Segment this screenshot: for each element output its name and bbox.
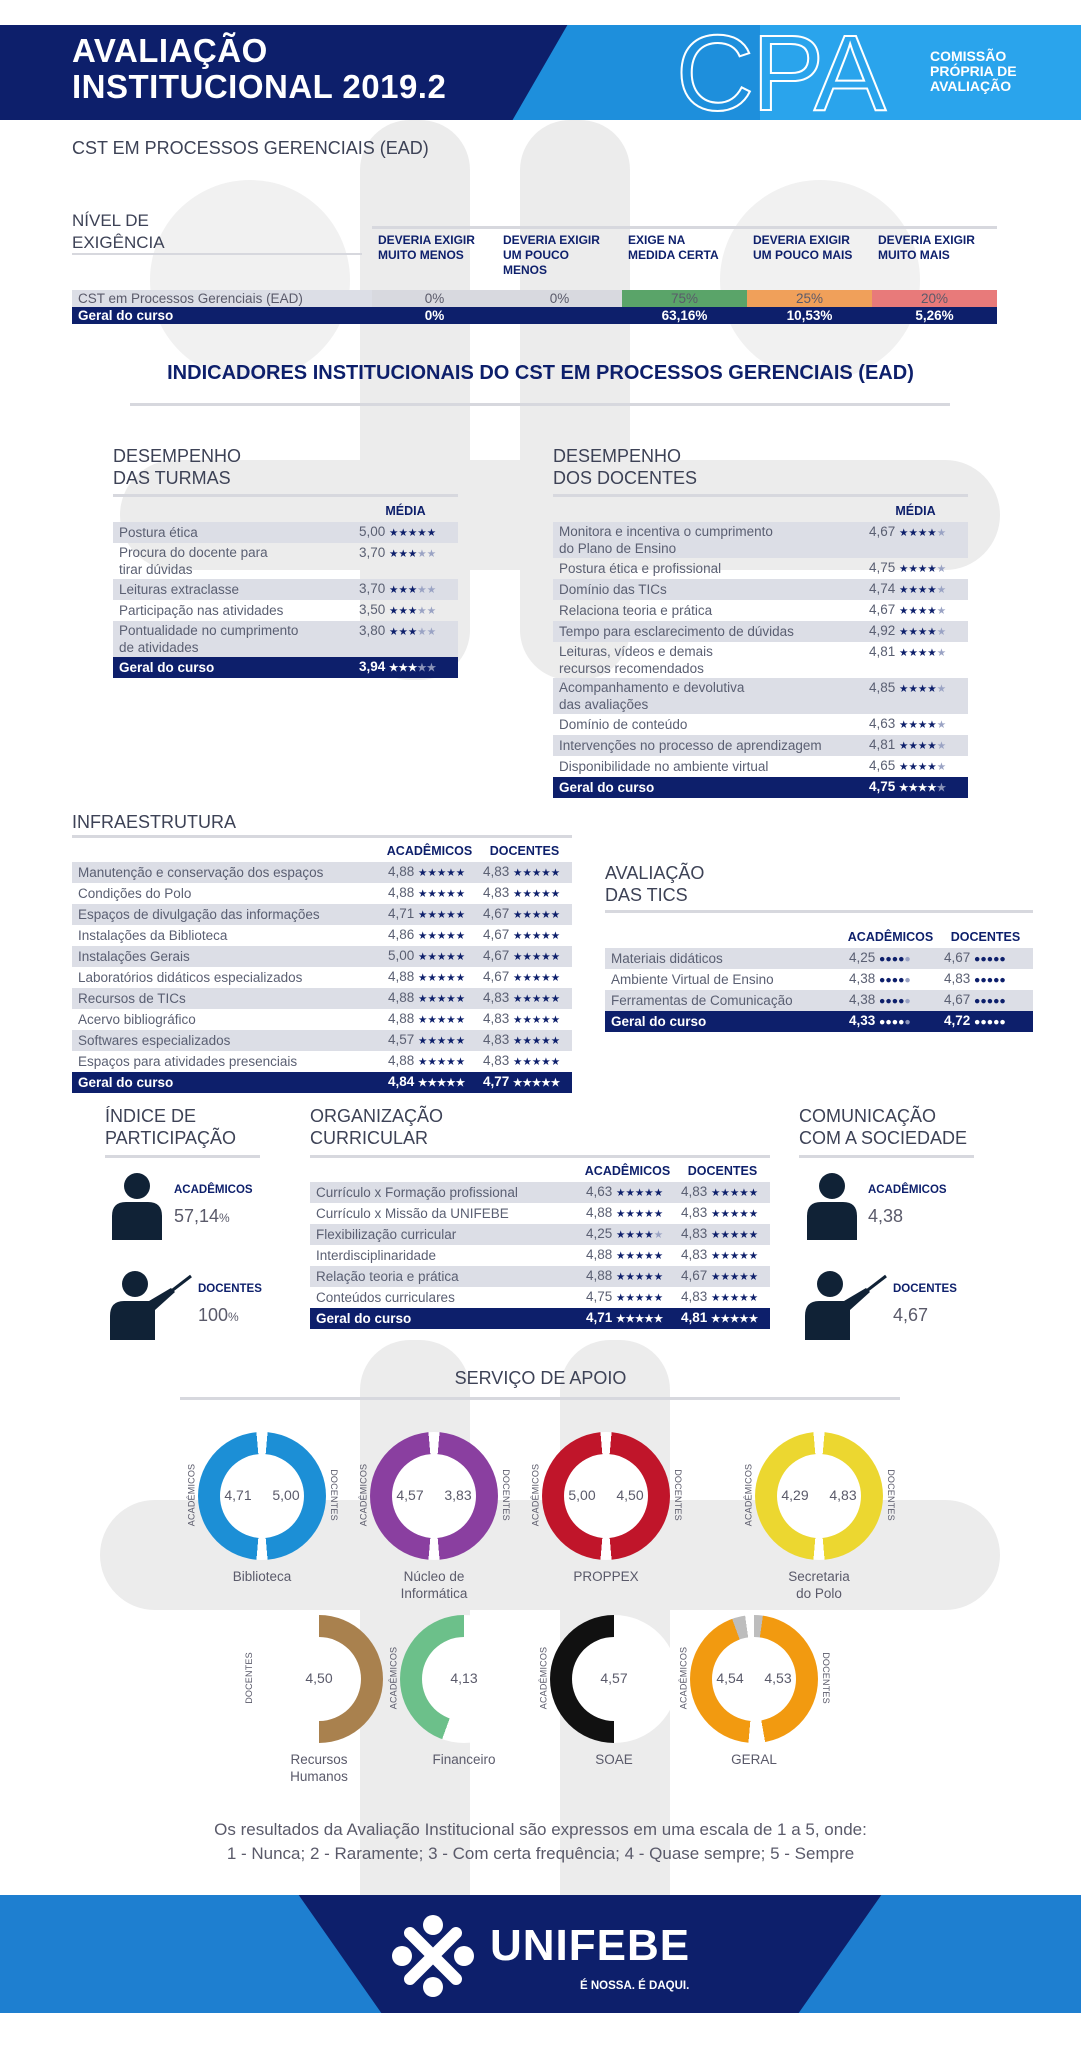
rating-icon: ★★★★★	[418, 1056, 466, 1068]
rating-stars-icon: ★★★★★	[389, 626, 437, 638]
donut-acad-tag: ACADÊMICOS	[358, 1463, 369, 1527]
rating-stars-icon: ★★★★★	[389, 584, 437, 596]
donut-doc-value: 5,00	[272, 1487, 300, 1503]
divider	[105, 1155, 260, 1158]
comunicacao-doc-value: 4,67	[893, 1305, 929, 1325]
teacher-icon	[800, 1270, 890, 1340]
donut-label: SOAE	[595, 1752, 633, 1767]
rating-icon: ●●●●●	[879, 995, 911, 1007]
table-row: Intervenções no processo de aprendizagem 4,81 ★★★★★	[553, 735, 968, 756]
rating-icon: ●●●●●	[879, 1016, 911, 1028]
rating-stars-icon: ★★★★★	[899, 605, 947, 617]
table-row: Espaços de divulgação das informações 4,71 ★★★★★ 4,67 ★★★★★	[72, 904, 572, 925]
rating-icon: ★★★★★	[513, 888, 561, 900]
comunicacao-acad-value: 4,38	[868, 1206, 904, 1226]
cpa-logo: CPA	[676, 25, 885, 120]
rating-icon: ●●●●●	[974, 995, 1006, 1007]
donut-label: Secretaria do Polo	[788, 1569, 850, 1601]
student-icon	[108, 1172, 166, 1240]
rating-icon: ★★★★★	[418, 867, 466, 879]
rating-icon: ★★★★★	[418, 930, 466, 942]
donut-acad-tag: ACADÊMICOS	[678, 1646, 689, 1710]
divider	[605, 910, 1033, 913]
rating-stars-icon: ★★★★★	[899, 527, 947, 539]
rating-icon: ★★★★★	[711, 1271, 759, 1283]
rating-icon: ★★★★★	[513, 1056, 561, 1068]
col-header: MÉDIA	[895, 504, 936, 518]
rating-stars-icon: ★★★★★	[389, 605, 437, 617]
col-header: DOCENTES	[687, 1164, 758, 1178]
cpa-subtitle: COMISSÃO PRÓPRIA DE AVALIAÇÃO	[930, 48, 1017, 94]
divider	[799, 1155, 974, 1158]
table-row: Relação teoria e prática 4,88 ★★★★★ 4,67 ★★★★★	[310, 1266, 770, 1287]
rating-icon: ★★★★★	[616, 1313, 664, 1325]
docentes-table	[553, 500, 968, 798]
comunicacao-title: COMUNICAÇÃO COM A SOCIEDADE	[799, 1106, 968, 1148]
indicadores-title: INDICADORES INSTITUCIONAIS DO CST EM PROCESSOS GERENCIAIS (EAD)	[167, 362, 914, 384]
participacao-acad-label: ACADÊMICOS	[174, 1184, 253, 1196]
footer-banner	[0, 1895, 1081, 2013]
rating-stars-icon: ★★★★★	[389, 548, 437, 560]
col-header: MÉDIA	[385, 504, 426, 518]
total-row: Geral do curso 3,94 ★★★★★	[113, 657, 458, 678]
rating-stars-icon: ★★★★★	[899, 683, 947, 695]
rating-icon: ●●●●●	[879, 953, 911, 965]
donut-label: GERAL	[731, 1752, 777, 1767]
total-row: Geral do curso 4,75 ★★★★★	[553, 777, 968, 798]
table-row: Participação nas atividades 3,50 ★★★★★	[119, 602, 437, 618]
rating-icon: ★★★★★	[616, 1271, 664, 1283]
rating-stars-icon: ★★★★★	[899, 761, 947, 773]
donut-doc-value: 4,53	[764, 1670, 792, 1686]
infra-title: INFRAESTRUTURA	[72, 812, 237, 832]
donut-acad-value: 4,71	[224, 1487, 252, 1503]
donut-acad-tag: ACADÊMICOS	[530, 1463, 541, 1527]
donut-acad-value: 4,57	[600, 1670, 628, 1686]
divider	[553, 494, 968, 497]
participacao-doc-value: 100%	[198, 1305, 239, 1325]
rating-icon: ★★★★★	[418, 972, 466, 984]
rating-stars-icon: ★★★★★	[899, 647, 947, 659]
nivel-title: NÍVEL DE EXIGÊNCIA	[72, 211, 165, 252]
donut-acad-value: 4,13	[450, 1670, 478, 1686]
table-row: Postura ética e profissional 4,75 ★★★★★	[559, 560, 947, 576]
rating-stars-icon: ★★★★★	[899, 584, 947, 596]
organizacao-table	[310, 1160, 770, 1329]
rating-icon: ★★★★★	[513, 972, 561, 984]
donut-label: PROPPEX	[573, 1569, 639, 1584]
nivel-cell: 20%	[872, 290, 997, 307]
table-row: Instalações Gerais 5,00 ★★★★★ 4,67 ★★★★★	[72, 946, 572, 967]
table-row: Softwares especializados 4,57 ★★★★★ 4,83 ★★★★★	[72, 1030, 572, 1051]
participacao-acad-value: 57,14%	[174, 1206, 230, 1226]
table-row: Ambiente Virtual de Ensino 4,38 ●●●●● 4,83 ●●●●●	[611, 971, 1006, 987]
table-row: Recursos de TICs 4,88 ★★★★★ 4,83 ★★★★★	[72, 988, 572, 1009]
rating-icon: ★★★★★	[513, 867, 561, 879]
col-header: ACADÊMICOS	[584, 1164, 671, 1178]
rating-icon: ★★★★★	[711, 1229, 759, 1241]
footer-stripe	[0, 1895, 381, 2013]
table-row: Manutenção e conservação dos espaços 4,88 ★★★★★ 4,83 ★★★★★	[72, 862, 572, 883]
student-icon	[803, 1172, 861, 1240]
title-line: INSTITUCIONAL 2019.2	[72, 68, 447, 105]
col-header: ACADÊMICOS	[847, 930, 934, 944]
divider	[113, 494, 458, 497]
participacao-doc-label: DOCENTES	[198, 1283, 262, 1295]
table-row: Acompanhamento e devolutiva das avaliações 4,85 ★★★★★	[553, 678, 968, 714]
participacao-title: ÍNDICE DE PARTICIPAÇÃO	[105, 1106, 237, 1148]
nivel-total-cell: 10,53%	[747, 307, 872, 324]
table-row: Ferramentas de Comunicação 4,38 ●●●●● 4,67 ●●●●●	[605, 990, 1033, 1011]
rating-icon: ★★★★★	[616, 1187, 664, 1199]
nivel-cell: 75%	[622, 290, 747, 307]
total-row: Geral do curso 4,71 ★★★★★ 4,81 ★★★★★	[310, 1308, 770, 1329]
rating-icon: ★★★★★	[513, 909, 561, 921]
rating-icon: ★★★★★	[418, 1014, 466, 1026]
table-row: Laboratórios didáticos especializados 4,88 ★★★★★ 4,67 ★★★★★	[78, 969, 561, 985]
col-header: DOCENTES	[489, 844, 560, 858]
rating-stars-icon: ★★★★★	[899, 782, 947, 794]
rating-icon: ★★★★★	[418, 888, 466, 900]
donut-label: Recursos Humanos	[290, 1752, 348, 1784]
divider	[72, 835, 572, 838]
rating-icon: ★★★★★	[711, 1313, 759, 1325]
table-row: Relaciona teoria e prática 4,67 ★★★★★	[559, 602, 947, 618]
table-row: Interdisciplinaridade 4,88 ★★★★★ 4,83 ★★★★★	[316, 1247, 759, 1263]
donut-acad-tag: ACADÊMICOS	[743, 1463, 754, 1527]
rating-icon: ★★★★★	[616, 1208, 664, 1220]
comunicacao-doc-label: DOCENTES	[893, 1283, 957, 1295]
donut-doc-value: 3,83	[444, 1487, 472, 1503]
rating-stars-icon: ★★★★★	[899, 740, 947, 752]
donut-doc-tag: DOCENTES	[820, 1652, 831, 1704]
donut-doc-value: 4,83	[829, 1487, 857, 1503]
footnote: Os resultados da Avaliação Institucional são expressos em uma escala de 1 a 5, onde: 1 - Nunca; 2 - Raramente; 3 - Com certa frequência; 4 - Quase sempre; 5 - Sempre	[214, 1820, 867, 1863]
rating-icon: ★★★★★	[616, 1250, 664, 1262]
nivel-total-cell	[497, 307, 622, 324]
nivel-row-label: CST em Processos Gerenciais (EAD)	[72, 290, 372, 307]
table-row: Monitora e incentiva o cumprimento do Plano de Ensino 4,67 ★★★★★	[553, 522, 968, 558]
table-row: Domínio de conteúdo 4,63 ★★★★★	[559, 716, 947, 732]
donut-label: Biblioteca	[232, 1569, 292, 1584]
rating-icon: ★★★★★	[418, 1035, 466, 1047]
divider	[180, 1397, 900, 1400]
nivel-total-cell: 0%	[372, 307, 497, 324]
table-row: Condições do Polo 4,88 ★★★★★ 4,83 ★★★★★	[78, 885, 561, 901]
nivel-col-header: EXIGE NA MEDIDA CERTA	[622, 228, 747, 290]
col-header: ACADÊMICOS	[386, 844, 473, 858]
rating-icon: ●●●●●	[974, 1016, 1006, 1028]
nivel-col-header: DEVERIA EXIGIR UM POUCO MENOS	[497, 228, 622, 290]
footer-stripe	[799, 1895, 1081, 2013]
rating-stars-icon: ★★★★★	[899, 719, 947, 731]
donut-acad-value: 5,00	[568, 1487, 596, 1503]
tics-table	[605, 926, 1033, 1032]
donut-doc-tag: DOCENTES	[328, 1469, 339, 1521]
rating-icon: ★★★★★	[513, 951, 561, 963]
table-row: Tempo para esclarecimento de dúvidas 4,92 ★★★★★	[553, 621, 968, 642]
table-row: Materiais didáticos 4,25 ●●●●● 4,67 ●●●●●	[605, 948, 1033, 969]
table-row: Currículo x Formação profissional 4,63 ★★★★★ 4,83 ★★★★★	[310, 1182, 770, 1203]
donut-doc-tag: DOCENTES	[885, 1469, 896, 1521]
table-row: Acervo bibliográfico 4,88 ★★★★★ 4,83 ★★★★★	[78, 1011, 561, 1027]
nivel-col-header: DEVERIA EXIGIR MUITO MENOS	[372, 228, 497, 290]
rating-icon: ★★★★★	[418, 1077, 466, 1089]
nivel-total-cell: 5,26%	[872, 307, 997, 324]
table-row: Postura ética 5,00 ★★★★★	[113, 522, 458, 543]
donut-doc-tag: DOCENTES	[672, 1469, 683, 1521]
rating-stars-icon: ★★★★★	[389, 662, 437, 674]
divider	[130, 403, 950, 406]
rating-icon: ★★★★★	[616, 1229, 664, 1241]
nivel-total-label: Geral do curso	[72, 307, 372, 324]
rating-stars-icon: ★★★★★	[389, 527, 437, 539]
rating-icon: ★★★★★	[513, 993, 561, 1005]
donut-doc-value: 4,50	[616, 1487, 644, 1503]
rating-stars-icon: ★★★★★	[899, 626, 947, 638]
donut-acad-tag: ACADÊMICOS	[538, 1646, 549, 1710]
rating-icon: ★★★★★	[711, 1187, 759, 1199]
tics-title: AVALIAÇÃO DAS TICS	[605, 863, 705, 905]
rating-icon: ★★★★★	[711, 1292, 759, 1304]
infra-table	[72, 840, 572, 1093]
nivel-cell: 0%	[372, 290, 497, 307]
divider	[310, 1155, 770, 1158]
footer-brand: UNIFEBE	[490, 1921, 691, 1970]
table-row: Domínio das TICs 4,74 ★★★★★	[553, 579, 968, 600]
rating-icon: ●●●●●	[879, 974, 911, 986]
table-row: Espaços para atividades presenciais 4,88 ★★★★★ 4,83 ★★★★★	[78, 1053, 561, 1069]
table-row: Leituras extraclasse 3,70 ★★★★★	[113, 579, 458, 600]
nivel-total-cell: 63,16%	[622, 307, 747, 324]
donut-acad-tag: ACADÊMICOS	[388, 1646, 399, 1710]
donut-doc-tag: DOCENTES	[500, 1469, 511, 1521]
rating-icon: ★★★★★	[616, 1292, 664, 1304]
total-row: Geral do curso 4,33 ●●●●● 4,72 ●●●●●	[605, 1011, 1033, 1032]
table-row: Conteúdos curriculares 4,75 ★★★★★ 4,83 ★★★★★	[316, 1289, 759, 1305]
rating-icon: ●●●●●	[974, 974, 1006, 986]
header-banner	[0, 25, 1081, 120]
nivel-col-header: DEVERIA EXIGIR MUITO MAIS	[872, 228, 997, 290]
nivel-col-header: DEVERIA EXIGIR UM POUCO MAIS	[747, 228, 872, 290]
rating-icon: ★★★★★	[513, 1035, 561, 1047]
turmas-title: DESEMPENHO DAS TURMAS	[113, 446, 242, 488]
docentes-title: DESEMPENHO DOS DOCENTES	[553, 446, 698, 488]
table-row: Flexibilização curricular 4,25 ★★★★★ 4,83 ★★★★★	[310, 1224, 770, 1245]
turmas-table	[113, 500, 458, 678]
unifebe-logo-icon	[390, 1913, 476, 1999]
donut-acad-tag: ACADÊMICOS	[186, 1463, 197, 1527]
donut-doc-value: 4,50	[305, 1670, 333, 1686]
table-row: Pontualidade no cumprimento de atividades 3,80 ★★★★★	[113, 621, 458, 657]
comunicacao-acad-label: ACADÊMICOS	[868, 1184, 947, 1196]
nivel-table	[72, 226, 997, 324]
table-row: Instalações da Biblioteca 4,86 ★★★★★ 4,67 ★★★★★	[78, 927, 561, 943]
organizacao-title: ORGANIZAÇÃO CURRICULAR	[310, 1106, 444, 1148]
rating-icon: ★★★★★	[513, 1014, 561, 1026]
table-row: Procura do docente para tirar dúvidas 3,70 ★★★★★	[119, 545, 437, 577]
footer-slogan: É NOSSA. É DAQUI.	[580, 1980, 690, 1992]
page-title	[72, 33, 446, 105]
nivel-cell: 25%	[747, 290, 872, 307]
rating-icon: ●●●●●	[974, 953, 1006, 965]
table-row: Currículo x Missão da UNIFEBE 4,88 ★★★★★ 4,83 ★★★★★	[316, 1205, 759, 1221]
rating-icon: ★★★★★	[418, 909, 466, 921]
rating-icon: ★★★★★	[418, 951, 466, 963]
rating-icon: ★★★★★	[513, 930, 561, 942]
rating-icon: ★★★★★	[711, 1250, 759, 1262]
table-row: Leituras, vídeos e demais recursos recomendados 4,81 ★★★★★	[559, 644, 947, 676]
rating-icon: ★★★★★	[513, 1077, 561, 1089]
course-name: CST EM PROCESSOS GERENCIAIS (EAD)	[72, 138, 429, 158]
table-row: Disponibilidade no ambiente virtual 4,65 ★★★★★	[559, 758, 947, 774]
donut-acad-value: 4,57	[396, 1487, 424, 1503]
donut-acad-value: 4,54	[716, 1670, 744, 1686]
teacher-icon	[105, 1270, 195, 1340]
title-line: AVALIAÇÃO	[72, 32, 268, 69]
donut-label: Núcleo de Informática	[400, 1569, 468, 1601]
rating-stars-icon: ★★★★★	[899, 563, 947, 575]
donut-acad-value: 4,29	[781, 1487, 809, 1503]
rating-icon: ★★★★★	[711, 1208, 759, 1220]
rating-icon: ★★★★★	[418, 993, 466, 1005]
servico-title: SERVIÇO DE APOIO	[454, 1368, 627, 1388]
col-header: DOCENTES	[950, 930, 1021, 944]
donut-label: Financeiro	[432, 1752, 496, 1767]
nivel-cell: 0%	[497, 290, 622, 307]
donut-doc-tag: DOCENTES	[243, 1652, 254, 1704]
total-row: Geral do curso 4,84 ★★★★★ 4,77 ★★★★★	[72, 1072, 572, 1093]
